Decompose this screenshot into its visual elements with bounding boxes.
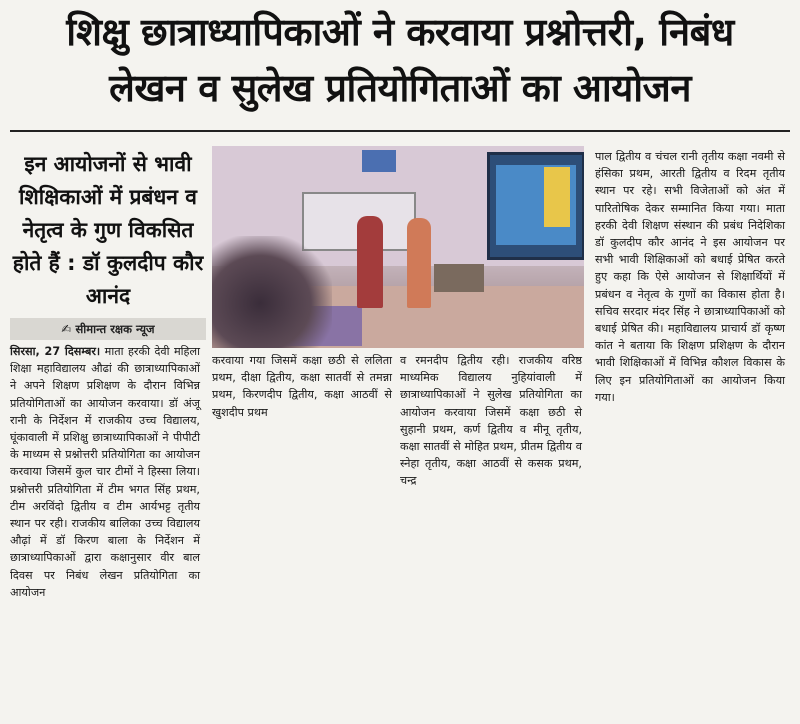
dateline: सिरसा, 27 दिसम्बर। <box>10 345 101 358</box>
article-column-2 <box>212 352 392 421</box>
headline-line-1: शिक्षु छात्राध्यापिकाओं ने करवाया प्रश्नोत्तरी, निबंध <box>66 10 734 54</box>
column-1-text: माता हरकी देवी महिला शिक्षा महाविद्यालय औढां की छात्राध्यापिकाओं ने अपने शिक्षण प्रशिक्षण के दौरान विभिन्न प्रतियोगिताओं का आयोजन करवाया। डॉ अंजू रानी के निर्देशन में राजकीय उच्च विद्यालय, घूंकावाली में प्रशिक्षु छात्राध्यापिकाओं ने पीपीटी के माध्यम से प्रश्नोत्तरी प्रतियोगिता का आयोजन करवाया जिसमें कुल चार टीमों ने हिस्सा लिया। प्रश्नोत्तरी प्रतियोगिता में टीम भगत सिंह प्रथम, टीम अरविंदो द्वितीय व टीम आर्यभट्ट तृतीय स्थान पर रही। राजकीय बालिका उच्च विद्यालय औढ़ां में डॉ किरण बाला के निर्देशन में छात्राध्यापिकाओं द्वारा कक्षानुसार वीर बाल दिवस पर निबंध लेखन प्रतियोगिता का आयोजन <box>10 345 200 599</box>
column-2-text: करवाया गया जिसमें कक्षा छठी से ललिता प्रथम, दीक्षा द्वितीय, कक्षा सातवीं से तमन्ना प्रथम, किरणदीप द्वितीय, कक्षा आठवीं से खुशदीप प्रथम <box>212 354 392 419</box>
subheadline: इन आयोजनों से भावी शिक्षिकाओं में प्रबंधन व नेतृत्व के गुण विकसित होते हैं : डॉ कुलदीप कौर आनंद <box>12 152 204 308</box>
column-4-text: पाल द्वितीय व चंचल रानी तृतीय कक्षा नवमी से हंसिका प्रथम, आरती द्वितीय व रिदम तृतीय स्थान पर रहे। सभी विजेताओं को अंत में पारितोषिक देकर सम्मानित किया गया। माता हरकी देवी शिक्षण संस्थान की प्रबंध निदेशिका डॉ कुलदीप कौर आनंद ने इस आयोजन पर सभी भावी शिक्षिकाओं को बधाई प्रेषित करते हुए कहा कि ऐसे आयोजन से शिक्षार्थियों में प्रबंधन व नेतृत्व के गुणों का विकास होता है। सचिव सरदार मंदर सिंह ने छात्राध्यापिकाओं को बधाई प्रेषित की। महाविद्यालय प्राचार्य डॉ कृष्ण कांत ने बताया कि शिक्षण प्रशिक्षण के दौरान भावी शिक्षिकाओं में विभिन्न कौशल विकास के लिए इन प्रतियोगिताओं का आयोजन किया गया। <box>595 150 785 404</box>
column-3-text: व रमनदीप द्वितीय रही। राजकीय वरिष्ठ माध्यमिक विद्यालय नुहियांवाली में छात्राध्यापिकाओं ने सुलेख प्रतियोगिता का आयोजन करवाया जिसमें कक्षा छठी से सुहानी प्रथम, कर्ण द्वितीय व मीनू तृतीय, कक्षा सातवीं से मोहित प्रथम, प्रीतम द्वितीय व स्नेहा तृतीय, कक्षा आठवीं से कसक प्रथम, चन्द्र <box>400 354 582 488</box>
news-photo <box>212 146 584 348</box>
byline-text: सीमान्त रक्षक न्यूज <box>75 322 155 336</box>
blank-area <box>212 428 392 598</box>
headline-rule <box>10 130 790 132</box>
article-column-4 <box>595 148 785 406</box>
article-column-1 <box>10 343 200 601</box>
article-column-3 <box>400 352 582 490</box>
headline-line-2: लेखन व सुलेख प्रतियोगिताओं का आयोजन <box>109 66 691 110</box>
byline <box>10 318 206 340</box>
headline <box>0 4 800 116</box>
pen-icon: ✍ <box>61 322 72 336</box>
